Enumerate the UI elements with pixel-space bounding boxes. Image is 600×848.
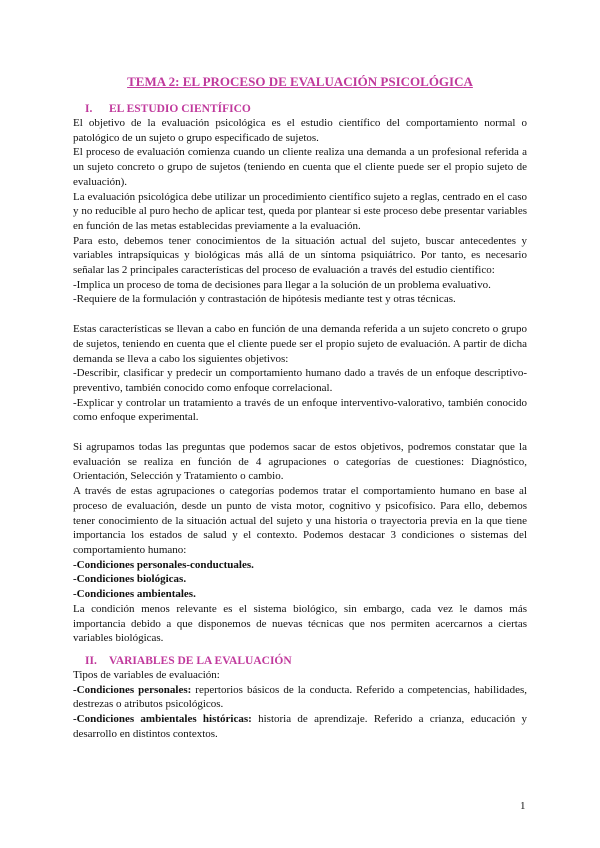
bold-condition: -Condiciones biológicas. bbox=[73, 573, 187, 586]
section-heading-2 bbox=[73, 654, 527, 668]
section-heading-1 bbox=[73, 102, 527, 116]
definition: historia de aprendizaje. Referido a crianza, educación y desarrollo en distintos contextos. bbox=[73, 713, 527, 740]
page-title: TEMA 2: EL PROCESO DE EVALUACIÓN PSICOLÓGICA bbox=[127, 74, 473, 89]
bold-condition: -Condiciones ambientales. bbox=[73, 588, 196, 601]
bold-condition: -Condiciones personales-conductuales. bbox=[73, 558, 254, 571]
page-number: 1 bbox=[520, 800, 526, 812]
section-title: VARIABLES DE LA EVALUACIÓN bbox=[109, 654, 292, 667]
list-item bbox=[73, 683, 527, 712]
list-item: -Explicar y controlar un tratamiento a través de un enfoque interventivo-valorativo, también conocido como enfoque experimental. bbox=[73, 396, 527, 424]
list-item: -Implica un proceso de toma de decisiones para llegar a la solución de un problema evaluativo. bbox=[73, 278, 491, 291]
paragraph: El proceso de evaluación comienza cuando un cliente realiza una demanda a un profesional referida a un sujeto concreto o grupo de sujetos (teniendo en cuenta que el cliente puede ser el propio sujeto de evaluación). bbox=[73, 146, 527, 188]
list-item: -Describir, clasificar y predecir un comportamiento humano dado a través de un enfoque descriptivo-preventivo, también conocido como enfoque correlacional. bbox=[73, 367, 527, 394]
section-number: I. bbox=[85, 103, 93, 115]
section-number: II. bbox=[85, 654, 97, 667]
paragraph: A través de estas agrupaciones o categorías podemos tratar el comportamiento humano en base al proceso de evaluación, desde un punto de vista motor, cognitivo y psicofísico. Para ello, debemos tener conocimiento de la situación actual del sujeto y una historia o trayectoria previa en la que tiene importancia los estados de salud y el contexto. Podemos destacar 3 condiciones o sistemas del comportamiento humano: bbox=[73, 485, 527, 556]
list-item bbox=[73, 572, 527, 587]
paragraph: La condición menos relevante es el sistema biológico, sin embargo, cada vez le damos más importancia debido a que disponemos de nuevas técnicas que nos permiten acercarnos a ciertas variables biológicas. bbox=[73, 602, 527, 645]
list-item bbox=[73, 558, 527, 573]
list-item: -Requiere de la formulación y contrastación de hipótesis mediante test y otras técnicas. bbox=[73, 293, 456, 306]
definition: repertorios básicos de la conducta. Referido a competencias, habilidades, destrezas o atributos psicológicos. bbox=[73, 683, 527, 711]
list-item bbox=[73, 587, 527, 602]
paragraph: Tipos de variables de evaluación: bbox=[73, 668, 220, 681]
paragraph: Estas características se llevan a cabo en función de una demanda referida a un sujeto concreto o grupo de sujetos, teniendo en cuenta que el cliente puede ser el propio sujeto de evaluación. A partir de dicha demanda se lleva a cabo los siguientes objetivos: bbox=[73, 323, 527, 365]
paragraph: La evaluación psicológica debe utilizar un procedimiento científico sujeto a reglas, centrado en el caso y no reducible al puro hecho de aplicar test, queda por plantear si este proceso debe presentar variables en función de las metas establecidas previamente a la evaluación. bbox=[73, 190, 527, 232]
term: -Condiciones personales: bbox=[73, 683, 192, 696]
paragraph: Para esto, debemos tener conocimientos de la situación actual del sujeto, buscar antecedentes y variables intrapsíquicas y biológicas más allá de un síntoma psiquiátrico. Por tanto, es necesario señalar las 2 principales características del proceso de evaluación a través del estudio científico: bbox=[73, 234, 527, 277]
document-body bbox=[73, 74, 527, 741]
section-title: EL ESTUDIO CIENTÍFICO bbox=[109, 103, 251, 115]
list-item bbox=[73, 712, 527, 741]
term: -Condiciones ambientales históricas: bbox=[73, 713, 252, 726]
paragraph: El objetivo de la evaluación psicológica es el estudio científico del comportamiento normal o patológico de un sujeto o grupo especificado de sujetos. bbox=[73, 117, 527, 144]
paragraph: Si agrupamos todas las preguntas que podemos sacar de estos objetivos, podremos constatar que la evaluación se realiza en función de 4 agrupaciones o categorías de cuestiones: Diagnóstico, Orientación, Selección y Tratamiento o cambio. bbox=[73, 441, 527, 483]
